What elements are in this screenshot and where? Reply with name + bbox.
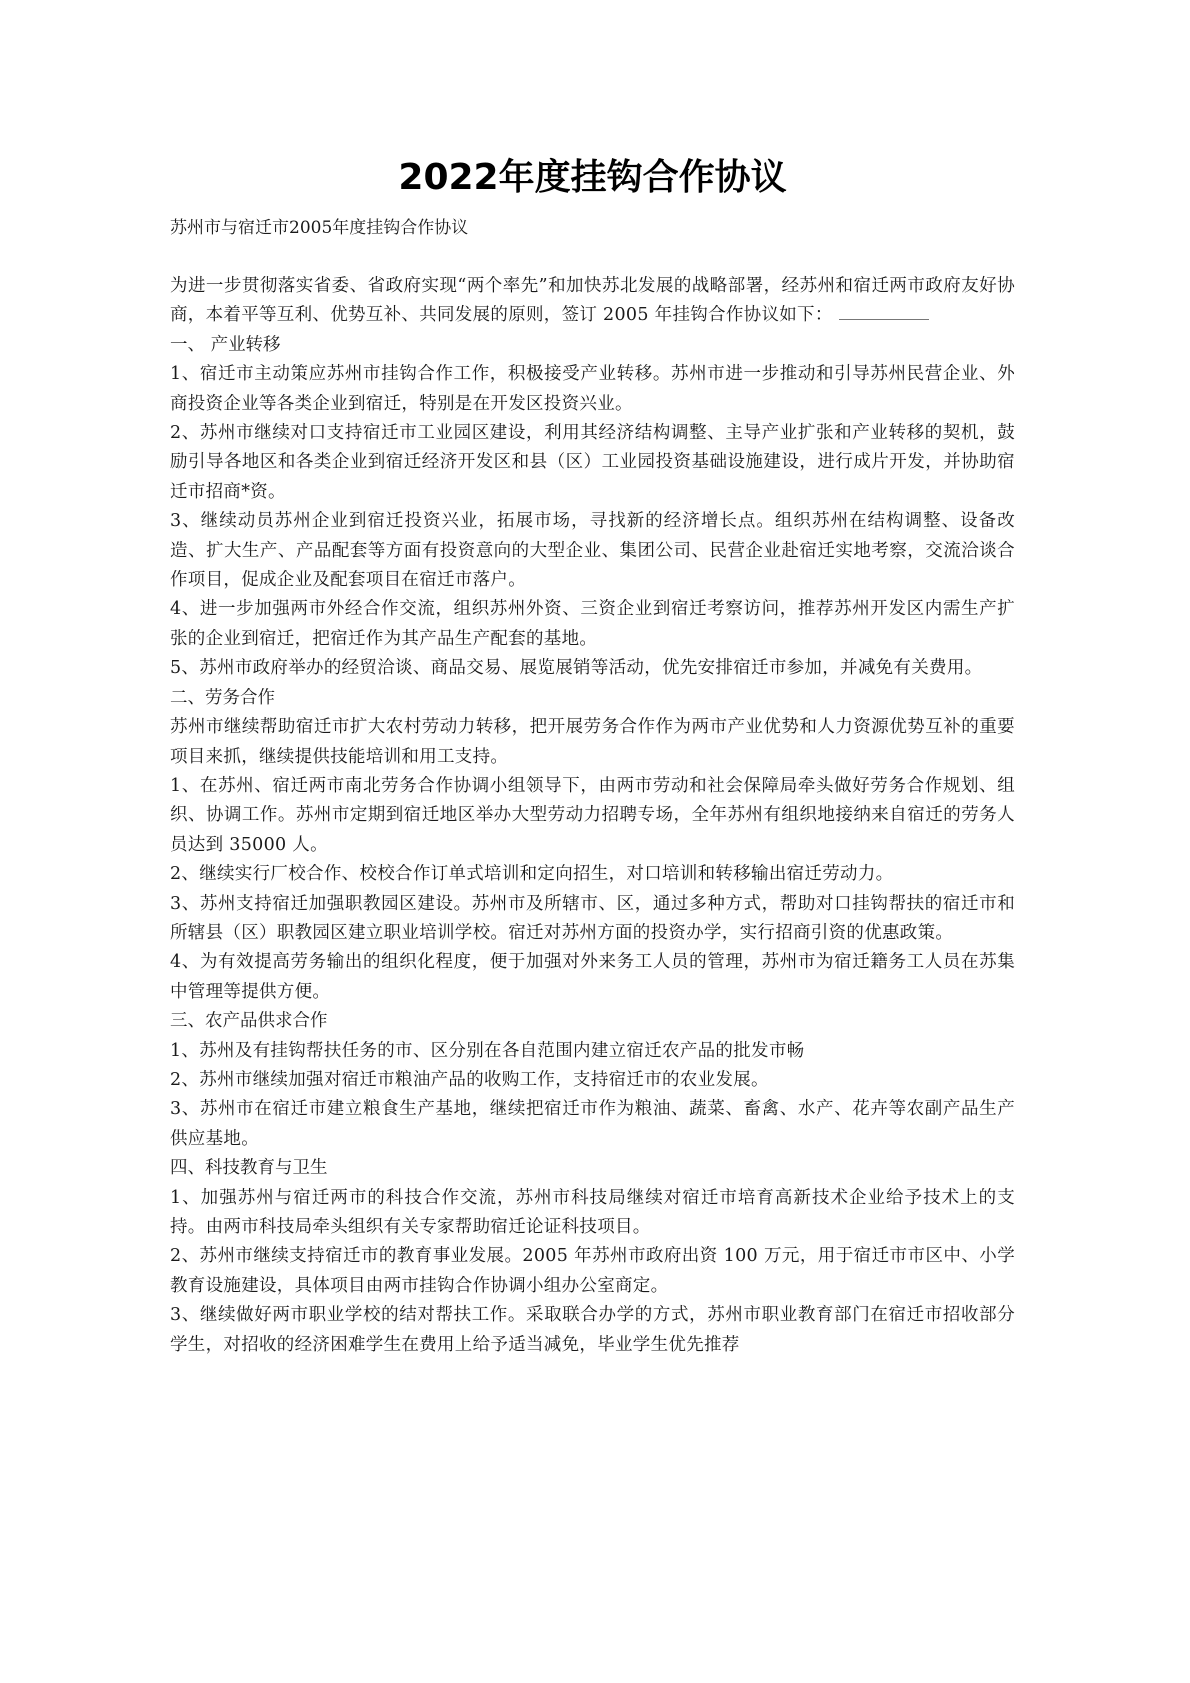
section-agricultural-supply bbox=[170, 1007, 1015, 1154]
paragraph: 3、苏州市在宿迁市建立粮食生产基地，继续把宿迁市作为粮油、蔬菜、畜禽、水产、花卉等农副产品生产供应基地。 bbox=[170, 1099, 1015, 1149]
paragraph: 4、进一步加强两市外经合作交流，组织苏州外资、三资企业到宿迁考察访问，推荐苏州开发区内需生产扩张的企业到宿迁，把宿迁作为其产品生产配套的基地。 bbox=[170, 599, 1015, 649]
paragraph: 1、苏州及有挂钩帮扶任务的市、区分别在各自范围内建立宿迁农产品的批发市畅 bbox=[170, 1040, 805, 1061]
paragraph: 1、加强苏州与宿迁两市的科技合作交流，苏州市科技局继续对宿迁市培育高新技术企业给予技术上的支持。由两市科技局牵头组织有关专家帮助宿迁论证科技项目。 bbox=[170, 1187, 1015, 1237]
section-heading: 三、农产品供求合作 bbox=[170, 1011, 328, 1032]
paragraph: 2、苏州市继续加强对宿迁市粮油产品的收购工作，支持宿迁市的农业发展。 bbox=[170, 1069, 769, 1090]
intro-text: 为进一步贯彻落实省委、省政府实现“两个率先”和加快苏北发展的战略部署，经苏州和宿迁两市政府友好协商，本着平等互利、优势互补、共同发展的原则，签订 2005 年挂钩合作协议如下： bbox=[170, 276, 1015, 326]
paragraph: 苏州市继续帮助宿迁市扩大农村劳动力转移，把开展劳务合作作为两市产业优势和人力资源优势互补的重要项目来抓，继续提供技能培训和用工支持。 bbox=[170, 717, 1015, 767]
section-labor-cooperation bbox=[170, 684, 1015, 1007]
paragraph: 2、继续实行厂校合作、校校合作订单式培训和定向招生，对口培训和转移输出宿迁劳动力。 bbox=[170, 864, 894, 885]
paragraph: 3、继续做好两市职业学校的结对帮扶工作。采取联合办学的方式，苏州市职业教育部门在宿迁市招收部分学生，对招收的经济困难学生在费用上给予适当减免，毕业学生优先推荐 bbox=[170, 1305, 1015, 1355]
document-title: 2022年度挂钩合作协议 bbox=[398, 157, 787, 198]
document-page bbox=[170, 150, 1015, 1360]
blank-spacer bbox=[170, 243, 1015, 272]
intro-paragraph bbox=[170, 272, 1015, 331]
paragraph: 3、苏州支持宿迁加强职教园区建设。苏州市及所辖市、区，通过多种方式，帮助对口挂钩帮扶的宿迁市和所辖县（区）职教园区建立职业培训学校。宿迁对苏州方面的投资办学，实行招商引资的优惠政策。 bbox=[170, 893, 1015, 943]
paragraph: 3、继续动员苏州企业到宿迁投资兴业，拓展市场，寻找新的经济增长点。组织苏州在结构调整、设备改造、扩大生产、产品配套等方面有投资意向的大型企业、集团公司、民营企业赴宿迁实地考察，交流洽谈合作项目，促成企业及配套项目在宿迁市落户。 bbox=[170, 511, 1015, 591]
paragraph: 4、为有效提高劳务输出的组织化程度，便于加强对外来务工人员的管理，苏州市为宿迁籍务工人员在苏集中管理等提供方便。 bbox=[170, 952, 1015, 1002]
paragraph: 2、苏州市继续对口支持宿迁市工业园区建设，利用其经济结构调整、主导产业扩张和产业转移的契机，鼓励引导各地区和各类企业到宿迁经济开发区和县（区）工业园投资基础设施建设，进行成片开发，并协助宿迁市招商*资。 bbox=[170, 423, 1015, 502]
section-heading: 二、劳务合作 bbox=[170, 687, 275, 708]
paragraph: 1、在苏州、宿迁两市南北劳务合作协调小组领导下，由两市劳动和社会保障局牵头做好劳务合作规划、组织、协调工作。苏州市定期到宿迁地区举办大型劳动力招聘专场，全年苏州有组织地接纳来自宿迁的劳务人员达到 35000 人。 bbox=[170, 775, 1015, 855]
section-industry-transfer bbox=[170, 331, 1015, 684]
paragraph: 5、苏州市政府举办的经贸洽谈、商品交易、展览展销等活动，优先安排宿迁市参加，并减免有关费用。 bbox=[170, 658, 983, 679]
document-subtitle: 苏州市与宿迁市2005年度挂钩合作协议 bbox=[170, 218, 469, 238]
fill-in-blank bbox=[839, 305, 929, 320]
section-science-education-health bbox=[170, 1154, 1015, 1360]
paragraph: 1、宿迁市主动策应苏州市挂钩合作工作，积极接受产业转移。苏州市进一步推动和引导苏州民营企业、外商投资企业等各类企业到宿迁，特别是在开发区投资兴业。 bbox=[170, 364, 1015, 414]
section-heading: 一、 产业转移 bbox=[170, 334, 281, 355]
paragraph: 2、苏州市继续支持宿迁市的教育事业发展。2005 年苏州市政府出资 100 万元，用于宿迁市市区中、小学教育设施建设，具体项目由两市挂钩合作协调小组办公室商定。 bbox=[170, 1246, 1015, 1296]
section-heading: 四、科技教育与卫生 bbox=[170, 1158, 328, 1179]
